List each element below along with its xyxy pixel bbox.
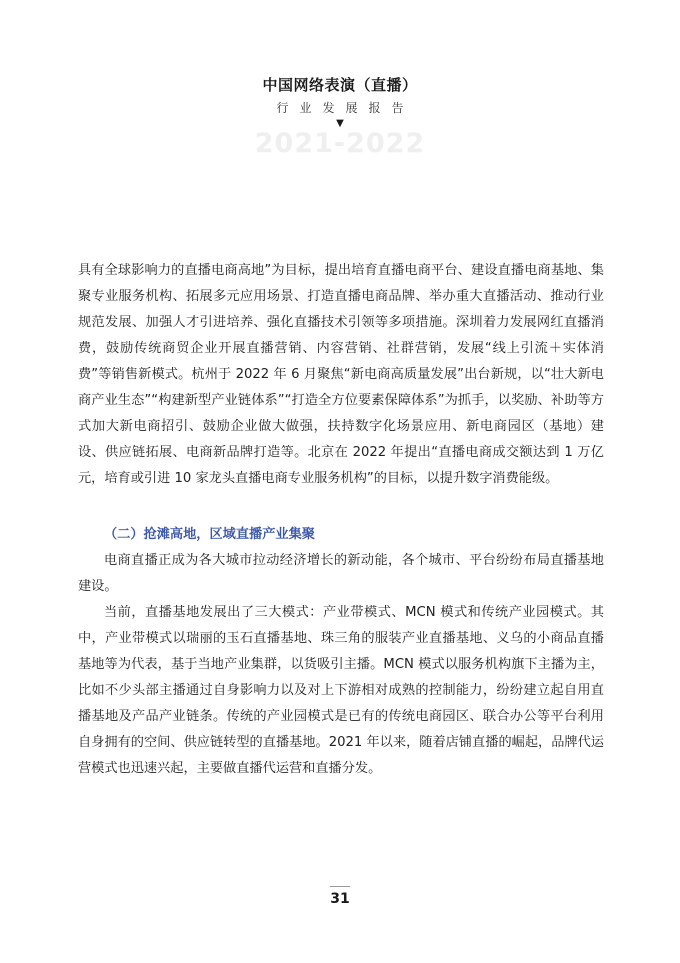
body-paragraph-continued: 具有全球影响力的直播电商高地”为目标，提出培育直播电商平台、建设直播电商基地、集聚专业服务机构、拓展多元应用场景、打造直播电商品牌、举办重大直播活动、推动行业规范发展、加强人才引进培养、强化直播技术引领等多项措施。深圳着力发展网红直播消费，鼓励传统商贸企业开展直播营销、内容营销、社群营销，发展“线上引流＋实体消费”等销售新模式。杭州于 2022 年 6 月聚焦“新电商高质量发展”出台新规，以“壮大新电商产业生态”“构建新型产业链体系”“打造全方位要素保障体系”为抓手，以奖励、补助等方式加大新电商招引、鼓励企业做大做强，扶持数字化场景应用、新电商园区（基地）建设、供应链拓展、电商新品牌打造等。北京在 2022 年提出“直播电商成交额达到 1 万亿元，培育或引进 10 家龙头直播电商专业服务机构”的目标，以提升数字消费能级。	[78, 263, 604, 486]
main-content	[78, 258, 604, 782]
report-title: 中国网络表演（直播）	[262, 76, 418, 94]
page-footer	[0, 886, 680, 907]
body-paragraph: 电商直播正成为各大城市拉动经济增长的新动能，各个城市、平台纷纷布局直播基地建设。	[78, 553, 604, 594]
footer-divider	[330, 886, 350, 887]
report-subtitle: 行业发展报告	[276, 101, 415, 115]
page-number: 31	[330, 891, 350, 907]
body-paragraph: 当前，直播基地发展出了三大模式：产业带模式、MCN 模式和传统产业园模式。其中，产业带模式以瑞丽的玉石直播基地、珠三角的服装产业直播基地、义乌的小商品直播基地等为代表，基于当地产业集群，以货吸引主播。MCN 模式以服务机构旗下主播为主，比如不少头部主播通过自身影响力以及对上下游相对成熟的控制能力，纷纷建立起自用直播基地及产品产业链条。传统的产业园模式是已有的传统电商园区、联合办公等平台利用自身拥有的空间、供应链转型的直播基地。2021 年以来，随着店铺直播的崛起，品牌代运营模式也迅速兴起，主要做直播代运营和直播分发。	[78, 605, 604, 776]
down-triangle-icon: ▼	[336, 118, 344, 129]
running-header	[0, 74, 680, 158]
section-heading: （二）抢滩高地，区域直播产业集聚	[104, 527, 315, 542]
report-year: 2021-2022	[254, 128, 426, 159]
